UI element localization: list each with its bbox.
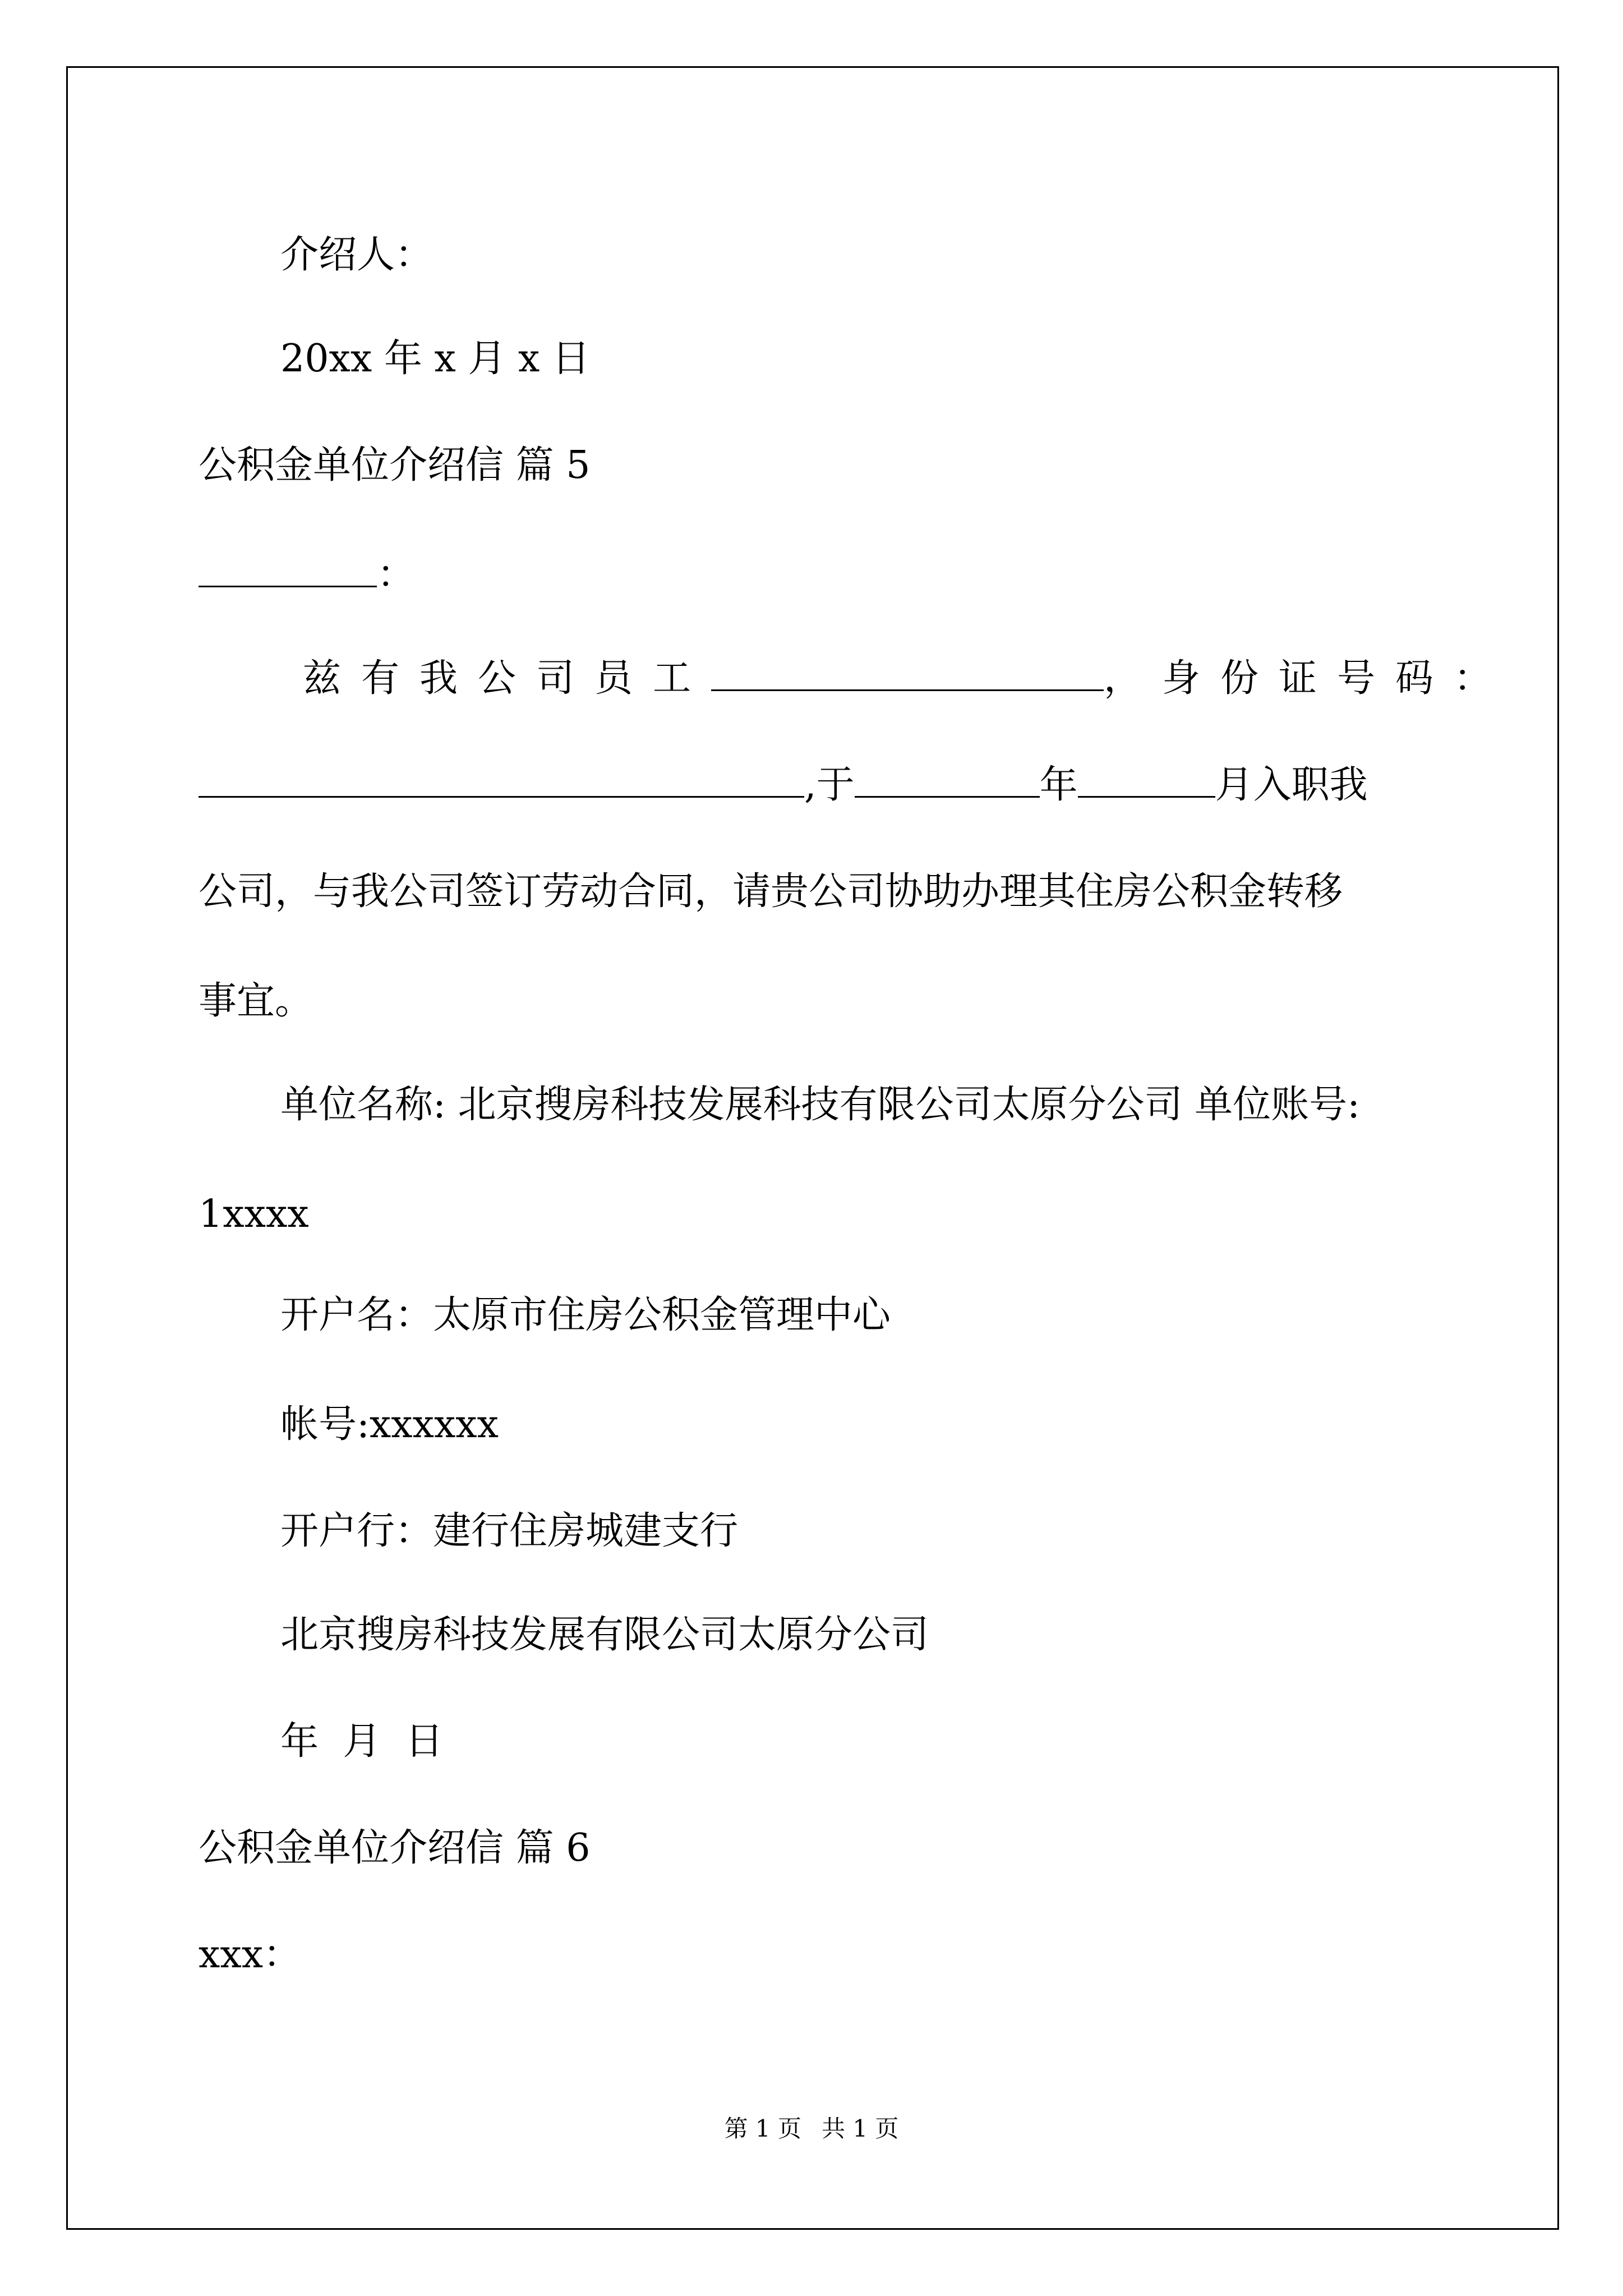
month-join-text: 月入职我 bbox=[1215, 763, 1368, 807]
recipient-colon: ： bbox=[377, 553, 416, 597]
employee-name-blank bbox=[711, 657, 1104, 691]
recipient-line bbox=[199, 553, 415, 597]
heading-section-5: 公积金单位介绍信 篇 5 bbox=[199, 443, 591, 487]
bank-line: 开户行：建行住房城建支行 bbox=[280, 1509, 739, 1553]
body-sentence-1: 公司，与我公司签订劳动合同，请贵公司协助办理其住房公积金转移 bbox=[199, 869, 1343, 914]
page-total: 共 1 页 bbox=[822, 2115, 899, 2142]
introducer-line: 介绍人： bbox=[280, 233, 434, 277]
unit-name-line: 单位名称: 北京搜房科技发展科技有限公司太原分公司 单位账号: bbox=[280, 1083, 1361, 1127]
recipient-blank bbox=[199, 553, 377, 587]
id-date-line bbox=[199, 763, 1368, 808]
date-blank-line: 年 月 日 bbox=[280, 1719, 444, 1764]
id-number-blank bbox=[199, 763, 804, 798]
date-line: 20xx 年 x 月 x 日 bbox=[280, 337, 591, 381]
page-footer bbox=[0, 2115, 1623, 2143]
heading-section-6: 公积金单位介绍信 篇 6 bbox=[199, 1826, 591, 1870]
year-text: 年 bbox=[1039, 763, 1078, 807]
body-sentence-2: 事宜。 bbox=[199, 979, 313, 1023]
yu-text: ,于 bbox=[804, 763, 855, 807]
month-blank bbox=[1078, 763, 1215, 798]
recipient-6-line: xxx： bbox=[199, 1932, 302, 1977]
year-blank bbox=[855, 763, 1040, 798]
page-number: 第 1 页 bbox=[724, 2115, 801, 2142]
id-number-label: ，身份证号码： bbox=[1104, 656, 1513, 701]
page-border bbox=[66, 66, 1559, 2230]
account-name-line: 开户名：太原市住房公积金管理中心 bbox=[280, 1293, 891, 1337]
account-number-line: 帐号:xxxxxx bbox=[280, 1402, 499, 1447]
unit-account-line: 1xxxx bbox=[199, 1192, 309, 1236]
employee-line bbox=[303, 656, 1512, 701]
employee-intro-text: 兹有我公司员工 bbox=[303, 656, 712, 701]
company-signature-line: 北京搜房科技发展有限公司太原分公司 bbox=[280, 1613, 929, 1657]
